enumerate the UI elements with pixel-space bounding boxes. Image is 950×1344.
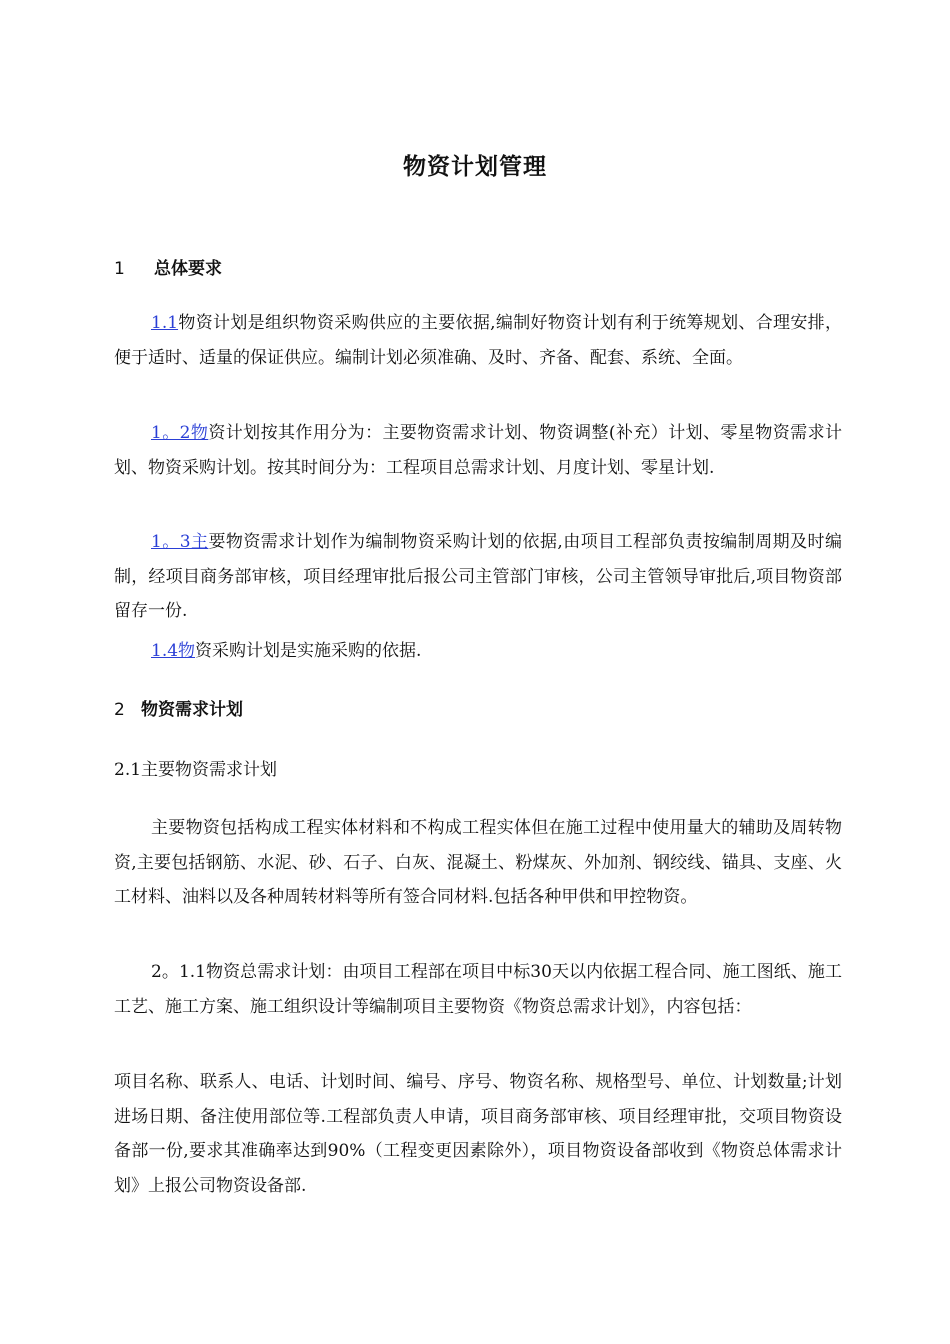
paragraph-1-1-text: 物资计划是组织物资采购供应的主要依据,编制好物资计划有利于统筹规划、合理安排，便于适时、适量的保证供应。编制计划必须准确、及时、齐备、配套、系统、全面。 xyxy=(114,313,842,368)
section-1-number: 1 xyxy=(114,259,125,279)
ref-link-1-2[interactable]: 1。2物 xyxy=(151,423,209,443)
paragraph-1-2 xyxy=(114,416,842,485)
document-title: 物资计划管理 xyxy=(403,154,547,180)
paragraph-2-1-1-contents: 项目名称、联系人、电话、计划时间、编号、序号、物资名称、规格型号、单位、计划数量;计划进场日期、备注使用部位等.工程部负责人申请，项目商务部审核、项目经理审批，交项目物资设备部一份,要求其准确率达到90%（工程变更因素除外），项目物资设备部收到《物资总体需求计划》上报公司物资设备部. xyxy=(114,1072,842,1196)
subsection-2-1-heading: 2.1主要物资需求计划 xyxy=(114,760,278,780)
section-1-title: 总体要求 xyxy=(154,259,222,279)
ref-link-1-1[interactable]: 1.1 xyxy=(151,313,179,333)
paragraph-1-4-text: 资采购计划是实施采购的依据. xyxy=(195,641,422,661)
section-2-heading xyxy=(114,695,243,720)
section-2-title: 物资需求计划 xyxy=(141,700,243,720)
ref-link-1-4[interactable]: 1.4物 xyxy=(151,641,196,661)
paragraph-1-2-text: 资计划按其作用分为：主要物资需求计划、物资调整(补充）计划、零星物资需求计划、物资采购计划。按其时间分为：工程项目总需求计划、月度计划、零星计划. xyxy=(114,423,842,478)
section-2-number: 2 xyxy=(114,700,125,720)
paragraph-1-3-text: 要物资需求计划作为编制物资采购计划的依据,由项目工程部负责按编制周期及时编制，经项目商务部审核，项目经理审批后报公司主管部门审核，公司主管领导审批后,项目物资部留存一份. xyxy=(114,532,842,621)
ref-link-1-3[interactable]: 1。3主 xyxy=(151,532,209,552)
paragraph-1-4 xyxy=(114,634,842,669)
paragraph-2-1-1: 2。1.1物资总需求计划：由项目工程部在项目中标30天以内依据工程合同、施工图纸、施工工艺、施工方案、施工组织设计等编制项目主要物资《物资总需求计划》，内容包括： xyxy=(114,962,842,1017)
paragraph-1-3 xyxy=(114,525,842,629)
section-1-heading xyxy=(114,254,222,279)
paragraph-1-1 xyxy=(114,306,842,375)
paragraph-2-1-body: 主要物资包括构成工程实体材料和不构成工程实体但在施工过程中使用量大的辅助及周转物资,主要包括钢筋、水泥、砂、石子、白灰、混凝土、粉煤灰、外加剂、钢绞线、锚具、支座、火工材料、油料以及各种周转材料等所有签合同材料.包括各种甲供和甲控物资。 xyxy=(114,818,842,907)
